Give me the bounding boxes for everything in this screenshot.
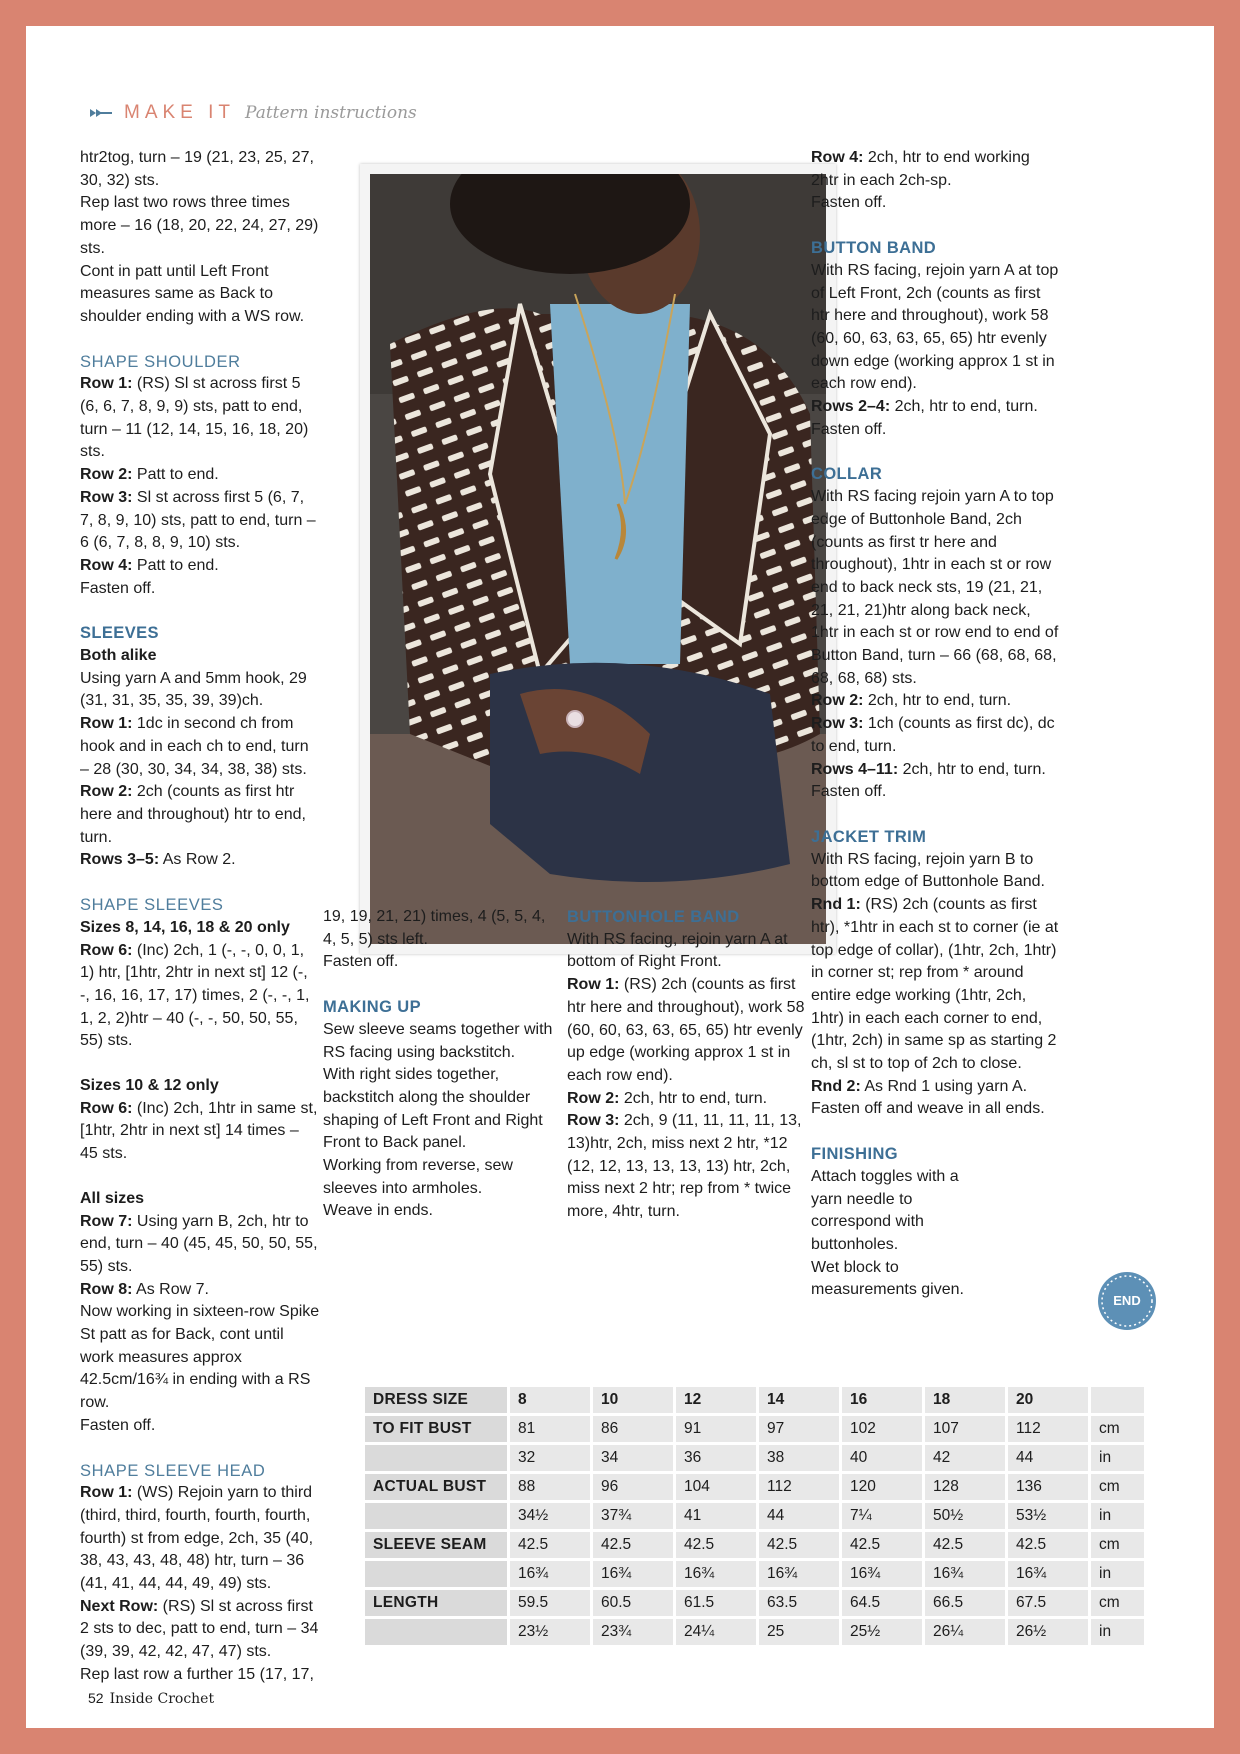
row-label: Rnd 1: [811, 896, 861, 914]
section-header [88, 102, 417, 124]
table-cell: 59.5 [510, 1590, 590, 1616]
table-cell: 104 [676, 1474, 756, 1500]
table-cell: 16¾ [593, 1561, 673, 1587]
row-text: As Row 7. [132, 1280, 209, 1298]
row-text: 2ch, htr to end, turn. [863, 692, 1012, 710]
table-cell: 53½ [1008, 1503, 1088, 1529]
paragraph: Working from reverse, sew sleeves into armholes. [323, 1157, 513, 1197]
row-label: Row 1: [80, 715, 133, 733]
paragraph: Rep last row a further 15 (17, 17, [80, 1665, 314, 1683]
row-text: 2ch, htr to end working 2htr in each 2ch-sp. [811, 149, 1030, 189]
table-label-cell: ACTUAL BUST [365, 1474, 507, 1500]
magazine-page [26, 26, 1214, 1728]
table-label-cell [365, 1619, 507, 1645]
paragraph: Wet block to measurements given. [811, 1258, 964, 1299]
row-label: Next Row: [80, 1597, 159, 1615]
section-title: MAKE IT [124, 102, 236, 123]
table-cell: 86 [593, 1416, 673, 1442]
row-label: Row 3: [567, 1112, 620, 1130]
table-cell: 50½ [925, 1503, 1005, 1529]
table-cell: 67.5 [1008, 1590, 1088, 1616]
paragraph: Cont in patt until Left Front measures same as Back to shoulder ending with a WS row. [80, 262, 305, 325]
table-row [365, 1532, 1144, 1558]
table-cell: 16 [842, 1387, 922, 1413]
table-cell: 44 [759, 1503, 839, 1529]
table-cell [1091, 1387, 1144, 1413]
table-cell: in [1091, 1619, 1144, 1645]
heading-collar: COLLAR [811, 465, 883, 484]
subheading: Sizes 8, 14, 16, 18 & 20 only [80, 918, 290, 936]
heading-making-up: MAKING UP [323, 998, 422, 1017]
row-label: Row 6: [80, 1099, 133, 1117]
paragraph: Fasten off. [811, 420, 887, 438]
heading-shape-sleeves: SHAPE SLEEVES [80, 896, 224, 915]
table-cell: 25½ [842, 1619, 922, 1645]
table-cell: 112 [1008, 1416, 1088, 1442]
paragraph: Fasten off. [80, 1416, 156, 1434]
row-label: Row 1: [80, 375, 133, 393]
table-label-cell: LENGTH [365, 1590, 507, 1616]
row-label: Rnd 2: [811, 1077, 861, 1095]
section-subtitle: Pattern instructions [245, 103, 417, 123]
paragraph: 19, 19, 21, 21) times, 4 (5, 5, 4, 4, 5, 5) sts left. [323, 908, 546, 948]
heading-finishing: FINISHING [811, 1145, 899, 1164]
row-label: Row 3: [811, 715, 864, 733]
row-text: 2ch, htr to end, turn. [898, 760, 1046, 778]
paragraph: Fasten off. [323, 953, 399, 971]
paragraph: With RS facing, rejoin yarn B to bottom edge of Buttonhole Band. [811, 850, 1045, 891]
table-cell: 16¾ [1008, 1561, 1088, 1587]
table-cell: 120 [842, 1474, 922, 1500]
table-cell: in [1091, 1445, 1144, 1471]
row-label: Rows 2–4: [811, 398, 891, 416]
table-cell: 42.5 [759, 1532, 839, 1558]
table-cell: 102 [842, 1416, 922, 1442]
table-cell: 40 [842, 1445, 922, 1471]
table-cell: 44 [1008, 1445, 1088, 1471]
table-cell: 18 [925, 1387, 1005, 1413]
paragraph: Sew sleeve seams together with RS facing using backstitch. [323, 1020, 553, 1061]
row-label: Row 1: [80, 1484, 133, 1502]
table-cell: 25 [759, 1619, 839, 1645]
table-cell: 23¾ [593, 1619, 673, 1645]
row-text: (RS) Sl st across first 2 sts to dec, patt to end, turn – 34 (39, 39, 42, 42, 47, 47) sts. [80, 1597, 319, 1661]
paragraph: With RS facing, rejoin yarn A at bottom of Right Front. [567, 930, 788, 971]
table-cell: 42.5 [842, 1532, 922, 1558]
table-cell: in [1091, 1561, 1144, 1587]
paragraph: Fasten off. [811, 783, 887, 801]
row-text: (WS) Rejoin yarn to third (third, third, fourth, fourth, fourth, fourth) st from edge, 2ch, 35 (40, 38, 43, 43, 48, 48) htr, turn – 36 (41, 41, 44, 44, 49, 49) sts. [80, 1484, 314, 1593]
table-cell: 14 [759, 1387, 839, 1413]
table-cell: 34 [593, 1445, 673, 1471]
paragraph: htr2tog, turn – 19 (21, 23, 25, 27, 30, 32) sts. [80, 149, 314, 189]
row-text: 1ch (counts as first dc), dc to end, turn. [811, 715, 1055, 755]
table-cell: 34½ [510, 1503, 590, 1529]
table-cell: 96 [593, 1474, 673, 1500]
arrow-icon [88, 106, 114, 120]
table-cell: 36 [676, 1445, 756, 1471]
row-text: 2ch, 9 (11, 11, 11, 11, 13, 13)htr, 2ch, miss next 2 htr, *12 (12, 12, 13, 13, 13, 13) htr, 2ch, miss next 2 htr; rep from * twice more, 4htr, turn. [567, 1112, 802, 1221]
table-row [365, 1503, 1144, 1529]
paragraph: With RS facing, rejoin yarn A at top of Left Front, 2ch (counts as first htr here and throughout), work 58 (60, 60, 63, 63, 65, 65) htr evenly down edge (working approx 1 st in each row end). [811, 261, 1059, 393]
magazine-name: Inside Crochet [109, 1691, 215, 1707]
table-label-cell [365, 1503, 507, 1529]
row-label: Row 4: [80, 556, 133, 574]
table-row [365, 1561, 1144, 1587]
paragraph: With RS facing rejoin yarn A to top edge of Buttonhole Band, 2ch (counts as first tr here and throughout), 1htr in each st or row end to back neck sts, 19 (21, 21, 21, 21, 21)htr along back neck, 1htr in each st or row end to end of Button Band, turn – 66 (68, 68, 68, 68, 68, 68) sts. [811, 488, 1059, 687]
table-cell: 8 [510, 1387, 590, 1413]
table-cell: cm [1091, 1532, 1144, 1558]
table-cell: 66.5 [925, 1590, 1005, 1616]
size-table [362, 1384, 1147, 1648]
table-cell: 42.5 [1008, 1532, 1088, 1558]
row-label: Row 1: [567, 976, 620, 994]
row-label: Rows 3–5: [80, 851, 160, 869]
end-badge [1097, 1271, 1157, 1331]
paragraph: Attach toggles with a yarn needle to correspond with buttonholes. [811, 1167, 959, 1253]
table-row [365, 1474, 1144, 1500]
row-text: (Inc) 2ch, 1 (-, -, 0, 0, 1, 1) htr, [1htr, 2htr in next st] 12 (-, -, 16, 16, 17, 17) times, 2 (-, -, 1, 1, 2, 2)htr – 40 (-, -, 50, 50, 55, 55) sts. [80, 941, 310, 1050]
table-cell: 63.5 [759, 1590, 839, 1616]
heading-button-band: BUTTON BAND [811, 239, 937, 258]
table-label-cell: DRESS SIZE [365, 1387, 507, 1413]
paragraph: Now working in sixteen-row Spike St patt as for Back, cont until work measures approx 42.5cm/16¾ in ending with a RS row. [80, 1303, 320, 1412]
table-cell: 26¼ [925, 1619, 1005, 1645]
row-text: Sl st across first 5 (6, 7, 7, 8, 9, 10) sts, patt to end, turn – 6 (6, 7, 8, 8, 9, 10) sts. [80, 488, 316, 552]
paragraph: Rep last two rows three times more – 16 (18, 20, 22, 24, 27, 29) sts. [80, 194, 319, 257]
table-cell: 16¾ [759, 1561, 839, 1587]
table-row [365, 1416, 1144, 1442]
paragraph: Fasten off. [811, 194, 887, 212]
table-cell: in [1091, 1503, 1144, 1529]
row-text: (RS) 2ch (counts as first htr here and throughout), work 58 (60, 60, 63, 63, 65, 65) htr evenly up edge (working approx 1 st in each row end). [567, 976, 805, 1084]
table-cell: 42 [925, 1445, 1005, 1471]
table-cell: 91 [676, 1416, 756, 1442]
row-text: 2ch (counts as first htr here and throughout) htr to end, turn. [80, 783, 306, 846]
table-cell: 16¾ [842, 1561, 922, 1587]
table-cell: 97 [759, 1416, 839, 1442]
paragraph: Using yarn A and 5mm hook, 29 (31, 31, 35, 35, 39, 39)ch. [80, 669, 307, 710]
table-cell: 26½ [1008, 1619, 1088, 1645]
table-cell: 112 [759, 1474, 839, 1500]
table-cell: 42.5 [925, 1532, 1005, 1558]
table-cell: 64.5 [842, 1590, 922, 1616]
table-cell: 16¾ [676, 1561, 756, 1587]
row-text: 2ch, htr to end, turn. [890, 398, 1038, 416]
model-photo [360, 164, 836, 954]
table-label-cell: SLEEVE SEAM [365, 1532, 507, 1558]
row-label: Row 7: [80, 1212, 133, 1230]
column-4 [811, 147, 1059, 1302]
table-cell: 32 [510, 1445, 590, 1471]
heading-buttonhole-band: BUTTONHOLE BAND [567, 908, 740, 926]
row-label: Row 2: [80, 783, 133, 801]
table-cell: 42.5 [676, 1532, 756, 1558]
table-cell: 107 [925, 1416, 1005, 1442]
table-cell: 128 [925, 1474, 1005, 1500]
row-label: Row 6: [80, 941, 133, 959]
table-cell: 42.5 [510, 1532, 590, 1558]
table-cell: 88 [510, 1474, 590, 1500]
row-text: As Rnd 1 using yarn A. [860, 1077, 1028, 1095]
row-label: Row 3: [80, 488, 133, 506]
table-cell: cm [1091, 1590, 1144, 1616]
table-cell: 10 [593, 1387, 673, 1413]
paragraph: Fasten off. [80, 579, 156, 597]
table-cell: 136 [1008, 1474, 1088, 1500]
row-label: Row 2: [567, 1089, 620, 1107]
row-label: Row 8: [80, 1280, 133, 1298]
table-cell: 23½ [510, 1619, 590, 1645]
table-cell: 16¾ [510, 1561, 590, 1587]
row-text: 2ch, htr to end, turn. [619, 1089, 768, 1107]
row-text: Patt to end. [132, 556, 219, 574]
paragraph: Weave in ends. [323, 1202, 433, 1220]
heading-shape-sleeve-head: SHAPE SLEEVE HEAD [80, 1461, 266, 1480]
table-row [365, 1590, 1144, 1616]
table-cell: 60.5 [593, 1590, 673, 1616]
heading-sleeves: SLEEVES [80, 624, 159, 643]
subheading: Sizes 10 & 12 only [80, 1077, 219, 1095]
row-text: Patt to end. [132, 466, 219, 484]
heading-jacket-trim: JACKET TRIM [811, 827, 927, 846]
column-2 [323, 906, 563, 1223]
row-label: Row 4: [811, 149, 864, 166]
table-cell: 7¼ [842, 1503, 922, 1529]
table-cell: 24¼ [676, 1619, 756, 1645]
table-row [365, 1619, 1144, 1645]
table-cell: 42.5 [593, 1532, 673, 1558]
table-cell: 20 [1008, 1387, 1088, 1413]
page-footer [88, 1690, 214, 1707]
subheading: Both alike [80, 647, 157, 665]
page-number: 52 [88, 1690, 104, 1706]
table-label-cell [365, 1445, 507, 1471]
table-cell: cm [1091, 1474, 1144, 1500]
column-1 [80, 147, 320, 1687]
row-text: Using yarn B, 2ch, htr to end, turn – 40 (45, 45, 50, 50, 55, 55) sts. [80, 1212, 318, 1275]
table-cell: cm [1091, 1416, 1144, 1442]
row-label: Row 2: [811, 692, 864, 710]
table-row [365, 1445, 1144, 1471]
column-3 [567, 906, 807, 1224]
table-cell: 81 [510, 1416, 590, 1442]
table-cell: 41 [676, 1503, 756, 1529]
row-text: (Inc) 2ch, 1htr in same st, [1htr, 2htr in next st] 14 times – 45 sts. [80, 1099, 318, 1163]
row-text: (RS) 2ch (counts as first htr), *1htr in each st to corner (ie at top edge of collar), (1htr, 2ch, 1htr) in corner st; rep from * around entire edge working (1htr, 2ch, 1htr) in each each corner to end, (1htr, 2ch) in same sp as starting 2 ch, sl st to top of 2ch to close. [811, 896, 1059, 1073]
row-text: 1dc in second ch from hook and in each ch to end, turn – 28 (30, 30, 34, 34, 38, 38) sts. [80, 715, 309, 778]
paragraph: Fasten off and weave in all ends. [811, 1100, 1045, 1118]
table-cell: 61.5 [676, 1590, 756, 1616]
heading-shape-shoulder: SHAPE SHOULDER [80, 352, 241, 371]
table-header-row [365, 1387, 1144, 1413]
table-cell: 12 [676, 1387, 756, 1413]
paragraph: With right sides together, backstitch along the shoulder shaping of Left Front and Right Front to Back panel. [323, 1066, 543, 1152]
table-cell: 38 [759, 1445, 839, 1471]
row-text: As Row 2. [159, 851, 236, 869]
row-label: Rows 4–11: [811, 760, 899, 778]
row-label: Row 2: [80, 466, 133, 484]
end-label: END [1113, 1293, 1141, 1308]
row-text: (RS) Sl st across first 5 (6, 6, 7, 8, 9, 9) sts, patt to end, turn – 11 (12, 14, 15, 16, 18, 20) sts. [80, 375, 309, 461]
table-cell: 37¾ [593, 1503, 673, 1529]
table-cell: 16¾ [925, 1561, 1005, 1587]
subheading: All sizes [80, 1189, 145, 1207]
table-label-cell [365, 1561, 507, 1587]
table-label-cell: TO FIT BUST [365, 1416, 507, 1442]
